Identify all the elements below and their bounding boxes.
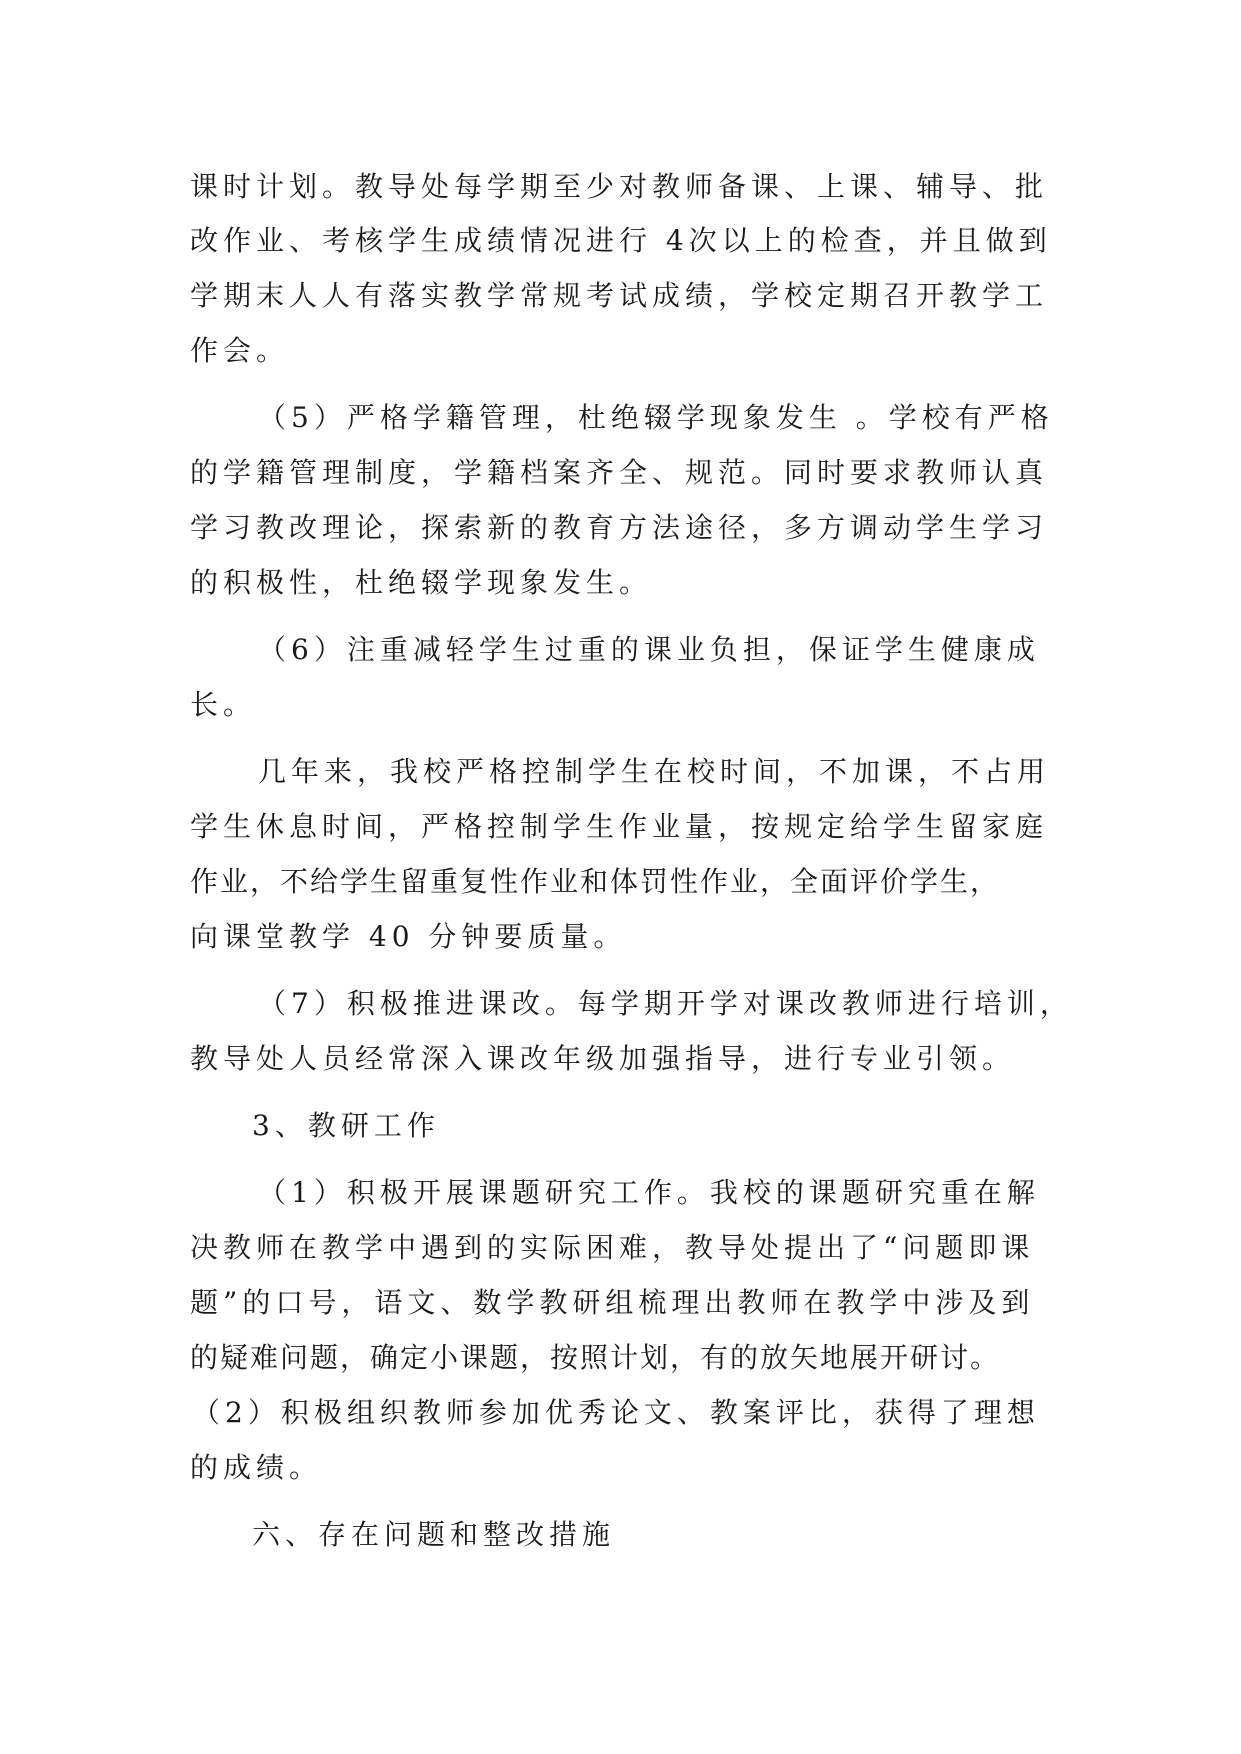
paragraph-line: （6）注重减轻学生过重的课业负担，保证学生健康成 bbox=[258, 633, 1040, 666]
paragraph-line: 课时计划。教导处每学期至少对教师备课、上课、辅导、批 bbox=[190, 170, 1049, 203]
paragraph-line: 的学籍管理制度，学籍档案齐全、规范。同时要求教师认真 bbox=[190, 456, 1049, 489]
paragraph-line: 教导处人员经常深入课改年级加强指导，进行专业引领。 bbox=[190, 1042, 1016, 1075]
paragraph-line: 长。 bbox=[190, 688, 257, 721]
section-heading: 3、教研工作 bbox=[252, 1109, 440, 1142]
paragraph-line: 向课堂教学 40 分钟要质量。 bbox=[190, 920, 627, 953]
paragraph-line: 的积极性，杜绝辍学现象发生。 bbox=[190, 566, 653, 599]
paragraph-line: （2）积极组织教师参加优秀论文、教案评比，获得了理想 bbox=[192, 1396, 1040, 1429]
paragraph-line: 的成绩。 bbox=[190, 1451, 323, 1484]
paragraph-line: 作业，不给学生留重复性作业和体罚性作业，全面评价学生， bbox=[190, 865, 1001, 898]
paragraph-line: 学生休息时间，严格控制学生作业量，按规定给学生留家庭 bbox=[190, 810, 1049, 843]
paragraph-line: 学期末人人有落实教学常规考试成绩，学校定期召开教学工 bbox=[190, 279, 1049, 312]
paragraph-line: 题”的口号，语文、数学教研组梳理出教师在教学中涉及到 bbox=[190, 1286, 1035, 1319]
paragraph-line: 决教师在教学中遇到的实际困难，教导处提出了“问题即课 bbox=[190, 1231, 1035, 1264]
paragraph-line: （7）积极推进课改。每学期开学对课改教师进行培训， bbox=[258, 987, 1073, 1020]
section-heading: 六、存在问题和整改措施 bbox=[252, 1518, 616, 1551]
paragraph-line: 几年来，我校严格控制学生在校时间，不加课，不占用 bbox=[258, 755, 1051, 788]
paragraph-line: 的疑难问题，确定小课题，按照计划，有的放矢地展开研讨。 bbox=[190, 1341, 1001, 1374]
paragraph-line: 改作业、考核学生成绩情况进行 4次以上的检查，并且做到 bbox=[190, 224, 1052, 257]
paragraph-line: （1）积极开展课题研究工作。我校的课题研究重在解 bbox=[258, 1176, 1040, 1209]
paragraph-line: （5）严格学籍管理，杜绝辍学现象发生 。学校有严格 bbox=[258, 401, 1054, 434]
paragraph-line: 作会。 bbox=[190, 334, 290, 367]
paragraph-line: 学习教改理论，探索新的教育方法途径，多方调动学生学习 bbox=[190, 511, 1049, 544]
